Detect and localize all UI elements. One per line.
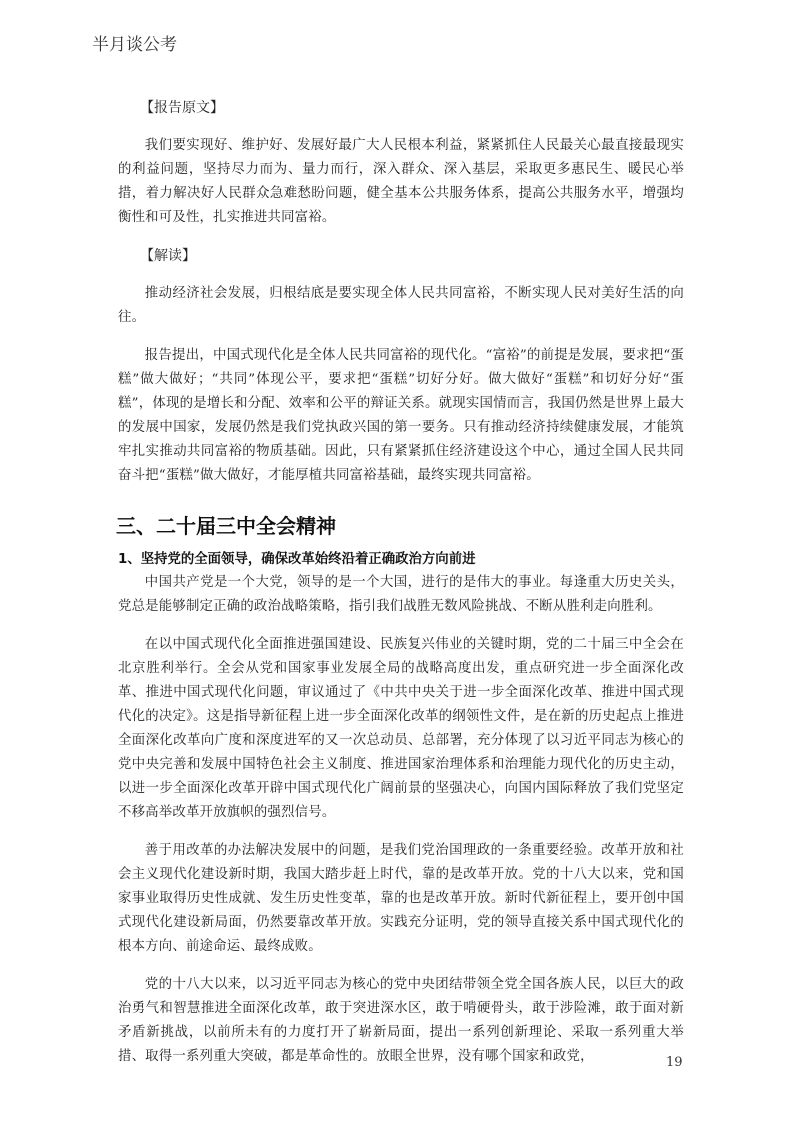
body-paragraph-3: 善于用改革的办法解决发展中的问题，是我们党治国理政的一条重要经验。改革开放和社会主义现代化建设新时期，我国大踏步赶上时代，靠的是改革开放。党的十八大以来，党和国家事业取得历史性成就、发生历史性变革，靠的也是改革开放。新时代新征程上，要开创中国式现代化建设新局面，仍然要靠改革开放。实践充分证明，党的领导直接关系中国式现代化的根本方向、前途命运、最终成败。 — [118, 843, 684, 954]
header-brand: 半月谈公考 — [92, 35, 177, 55]
body-paragraph-4: 党的十八大以来，以习近平同志为核心的党中央团结带领全党全国各族人民，以巨大的政治勇气和智慧推进全面深化改革，敢于突进深水区，敢于啃硬骨头，敢于涉险滩，敢于面对新矛盾新挑战，以前所未有的力度打开了崭新局面，提出一系列创新理论、采取一系列重大举措、取得一系列重大突破，都是革命性的。放眼全世界，没有哪个国家和政党， — [118, 977, 684, 1064]
interpretation-paragraph-1: 推动经济社会发展，归根结底是要实现全体人民共同富裕，不断实现人民对美好生活的向往。 — [118, 286, 684, 325]
report-original-tag: 【报告原文】 — [140, 100, 224, 116]
interpretation-tag: 【解读】 — [140, 248, 196, 264]
page-number: 19 — [666, 1055, 683, 1070]
section-title: 三、二十届三中全会精神 — [116, 514, 336, 538]
body-paragraph-1: 中国共产党是一个大党，领导的是一个大国，进行的是伟大的事业。每逢重大历史关头，党总是能够制定正确的政治战略策略，指引我们战胜无数风险挑战、不断从胜利走向胜利。 — [118, 575, 684, 614]
sub-title: 1、坚持党的全面领导，确保改革始终沿着正确政治方向前进 — [118, 552, 476, 567]
report-original-text: 我们要实现好、维护好、发展好最广大人民根本利益，紧紧抓住人民最关心最直接最现实的利益问题，坚持尽力而为、量力而行，深入群众、深入基层，采取更多惠民生、暖民心举措，着力解决好人民群众急难愁盼问题，健全基本公共服务体系，提高公共服务水平，增强均衡性和可及性，扎实推进共同富裕。 — [118, 138, 684, 225]
body-paragraph-2: 在以中国式现代化全面推进强国建设、民族复兴伟业的关键时期，党的二十届三中全会在北京胜利举行。全会从党和国家事业发展全局的战略高度出发，重点研究进一步全面深化改革、推进中国式现代化问题，审议通过了《中共中央关于进一步全面深化改革、推进中国式现代化的决定》。这是指导新征程上进一步全面深化改革的纲领性文件，是在新的历史起点上推进全面深化改革向广度和深度进军的又一次总动员、总部署，充分体现了以习近平同志为核心的党中央完善和发展中国特色社会主义制度、推进国家治理体系和治理能力现代化的历史主动，以进一步全面深化改革开辟中国式现代化广阔前景的坚强决心，向国内国际释放了我们党坚定不移高举改革开放旗帜的强烈信号。 — [118, 637, 684, 820]
document-body — [118, 96, 684, 1083]
interpretation-paragraph-2: 报告提出，中国式现代化是全体人民共同富裕的现代化。“富裕”的前提是发展，要求把“蛋糕”做大做好；“共同”体现公平，要求把“蛋糕”切好分好。做大做好“蛋糕”和切好分好“蛋糕”，体现的是增长和分配、效率和公平的辩证关系。就现实国情而言，我国仍然是世界上最大的发展中国家，发展仍然是我们党执政兴国的第一要务。只有推动经济持续健康发展，才能筑牢扎实推动共同富裕的物质基础。因此，只有紧紧抓住经济建设这个中心，通过全国人民共同奋斗把“蛋糕”做大做好，才能厚植共同富裕基础，最终实现共同富裕。 — [118, 348, 684, 483]
